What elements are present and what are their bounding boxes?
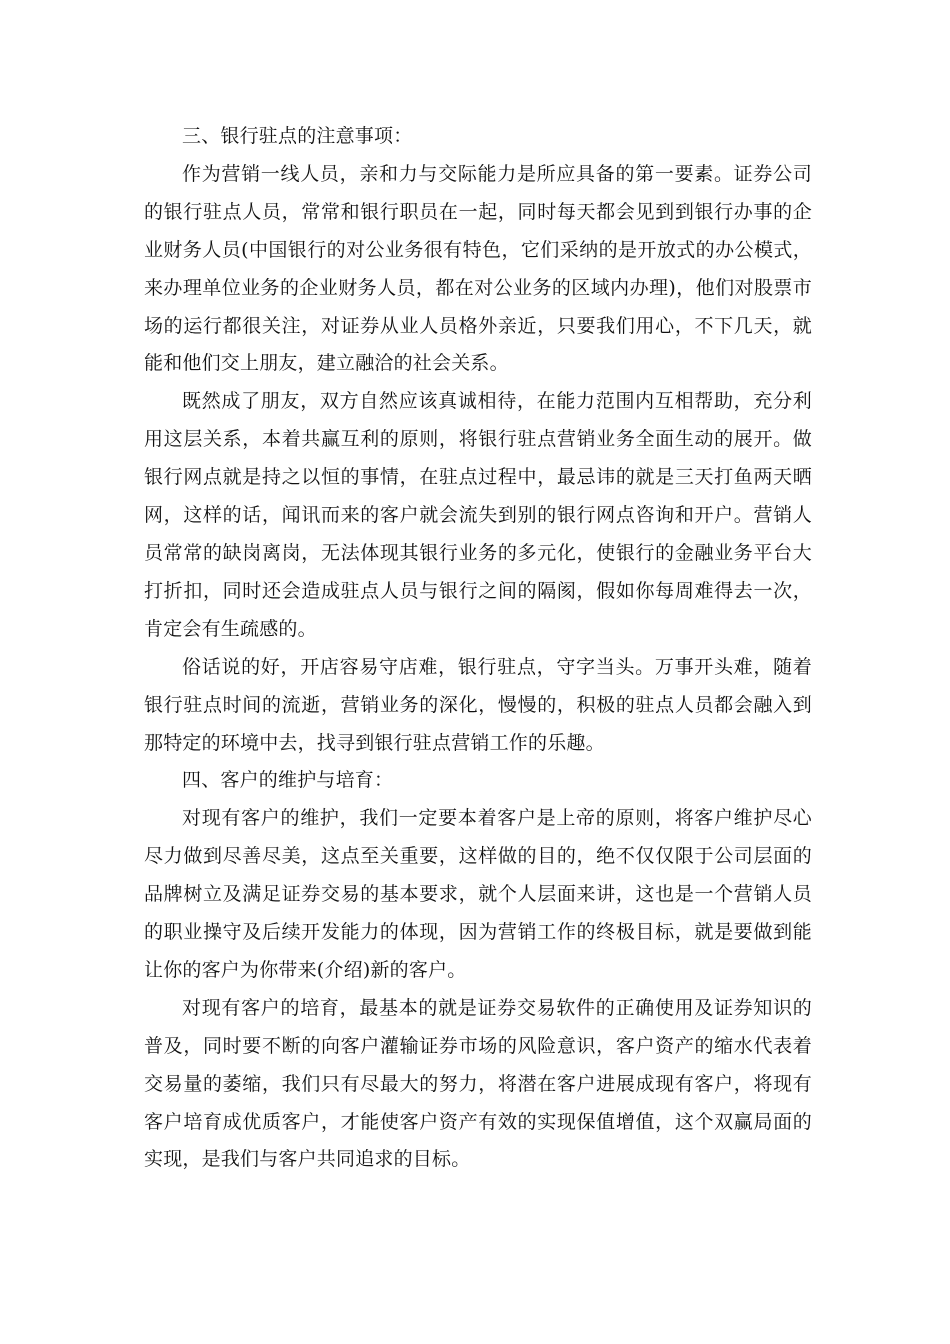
section-4-heading: 四、客户的维护与培育： <box>182 769 394 792</box>
section-4-paragraph-2: 对现有客户的培育，最基本的就是证券交易软件的正确使用及证券知识的普及，同时要不断的向客户灌输证券市场的风险意识，客户资产的缩水代表着交易量的萎缩，我们只有尽最大的努力，将潜在客户进展成现有客户，将现有客户培育成优质客户，才能使客户资产有效的实现保值增值，这个双赢局面的实现，是我们与客户共同追求的目标。 <box>144 996 812 1171</box>
document-body <box>144 118 812 1179</box>
section-3-paragraph-1: 作为营销一线人员，亲和力与交际能力是所应具备的第一要素。证券公司的银行驻点人员，常常和银行职员在一起，同时每天都会见到到银行办事的企业财务人员(中国银行的对公业务很有特色，它们采纳的是开放式的办公模式，来办理单位业务的企业财务人员，都在对公业务的区域内办理)，他们对股票市场的运行都很关注，对证券从业人员格外亲近，只要我们用心，不下几天，就能和他们交上朋友，建立融洽的社会关系。 <box>144 162 812 375</box>
section-3-heading: 三、银行驻点的注意事项： <box>182 125 413 147</box>
section-4-paragraph-1: 对现有客户的维护，我们一定要本着客户是上帝的原则，将客户维护尽心尽力做到尽善尽美，这点至关重要，这样做的目的，绝不仅仅限于公司层面的品牌树立及满足证券交易的基本要求，就个人层面来讲，这也是一个营销人员的职业操守及后续开发能力的体现，因为营销工作的终极目标，就是要做到能让你的客户为你带来(介绍)新的客户。 <box>144 807 812 981</box>
section-3-paragraph-2: 既然成了朋友，双方自然应该真诚相待，在能力范围内互相帮助，充分利用这层关系，本着共赢互利的原则，将银行驻点营销业务全面生动的展开。做银行网点就是持之以恒的事情，在驻点过程中，最忌讳的就是三天打鱼两天晒网，这样的话，闻讯而来的客户就会流失到别的银行网点咨询和开户。营销人员常常的缺岗离岗，无法体现其银行业务的多元化，使银行的金融业务平台大打折扣，同时还会造成驻点人员与银行之间的隔阂，假如你每周难得去一次，肯定会有生疏感的。 <box>144 390 812 640</box>
section-3-paragraph-3: 俗话说的好，开店容易守店难，银行驻点，守字当头。万事开头难，随着银行驻点时间的流逝，营销业务的深化，慢慢的，积极的驻点人员都会融入到那特定的环境中去，找寻到银行驻点营销工作的乐趣。 <box>144 655 812 754</box>
